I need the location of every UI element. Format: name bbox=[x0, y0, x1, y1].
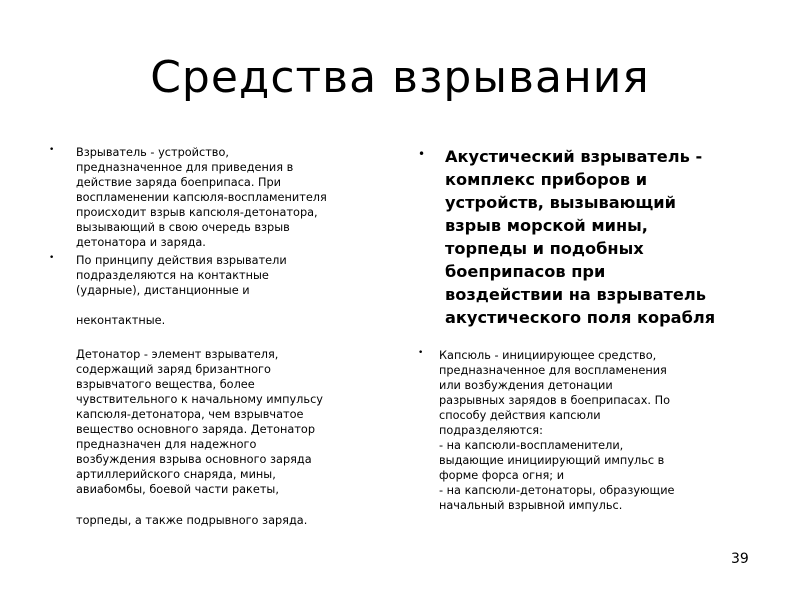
page-number: 39 bbox=[731, 551, 749, 567]
left-bullet-2-text: По принципу действия взрыватели подразделяются на контактные (ударные), дистанционные и bbox=[76, 254, 287, 297]
right-bullet-1-text: Акустический взрыватель - комплекс приборов и устройств, вызывающий взрыв морской мины, торпеды и подобных боеприпасов при воздействии на взрыватель акустического поля корабля bbox=[445, 147, 716, 327]
left-bullet-2-text-cont: неконтактные. bbox=[76, 314, 166, 327]
left-bullet-1 bbox=[49, 145, 379, 250]
right-bullet-1 bbox=[418, 145, 758, 329]
left-bullet-3-text: Детонатор - элемент взрывателя, содержащий заряд бризантного взрывчатого вещества, более чувствительного к начальному импульсу капсюля-детонатора, чем взрывчатое вещество основного заряда. Детонатор предназначен для надежного возбуждения взрыва основного заряда артиллерийского снаряда, мины, авиабомбы, боевой части ракеты, bbox=[76, 348, 323, 496]
left-bullet-3 bbox=[49, 347, 389, 528]
right-bullet-2-text: Капсюль - инициирующее средство, предназначенное для воспламенения или возбуждения детонации разрывных зарядов в боеприпасах. По способу действия капсюли подразделяются: - на капсюли-воспламенители, выдающие инициирующий импульс в форме форса огня; и - на капсюли-детонаторы, образующие начальный взрывной импульс. bbox=[439, 349, 675, 512]
bullet-dot: • bbox=[418, 348, 424, 358]
bullet-dot: • bbox=[49, 253, 55, 263]
left-bullet-1-text: Взрыватель - устройство, предназначенное для приведения в действие заряда боеприпаса. При воспламенении капсюля-воспламенителя происходит взрыв капсюля-детонатора, вызывающий в свою очередь взрыв детонатора и заряда. bbox=[76, 146, 327, 249]
bullet-dot: • bbox=[49, 145, 55, 155]
left-bullet-3-text-cont: торпеды, а также подрывного заряда. bbox=[76, 514, 308, 527]
bullet-dot: • bbox=[418, 147, 426, 161]
left-bullet-2 bbox=[49, 253, 379, 328]
right-bullet-2 bbox=[418, 348, 758, 513]
slide-title: Средства взрывания bbox=[150, 52, 650, 103]
